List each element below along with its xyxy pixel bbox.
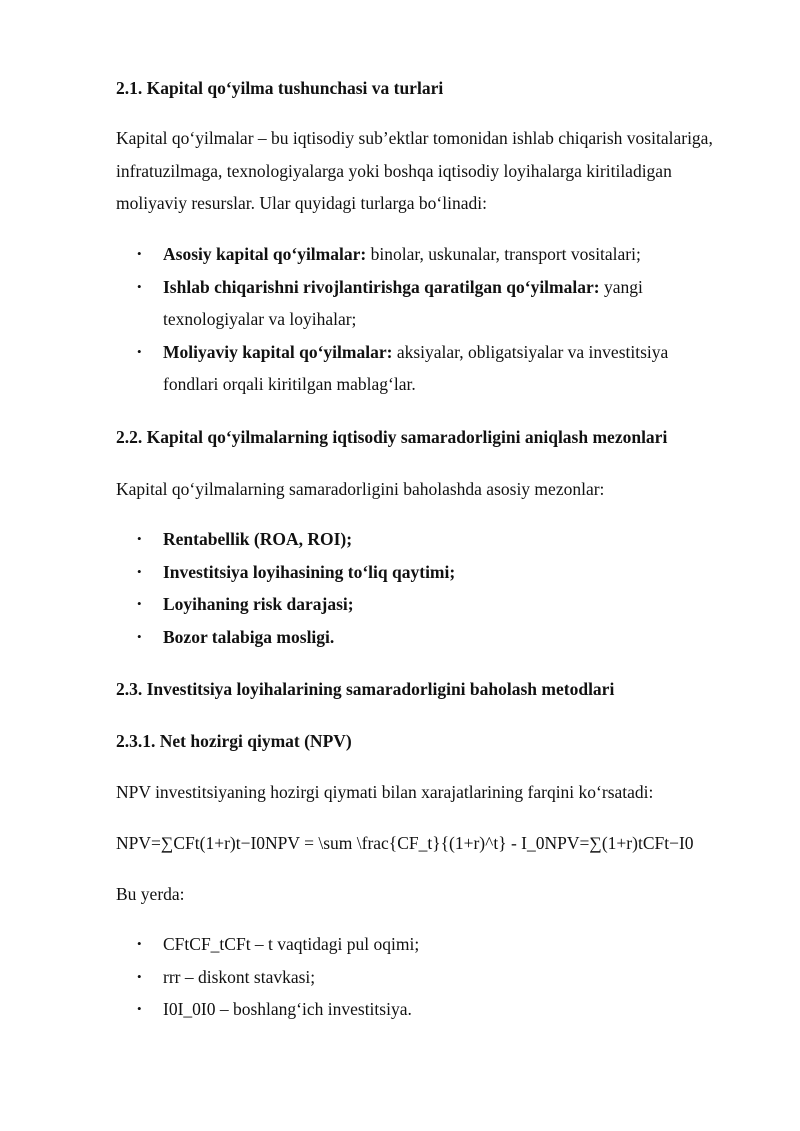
list-item [116,928,716,961]
list-item-text: binolar, uskunalar, transport vositalari; [366,244,641,264]
list-item-text: aksiyalar, obligatsiyalar va investitsiya fondlari orqali kiritilgan mablag‘lar. [163,341,669,394]
list-item [116,238,716,271]
list-item-text: CFtCF_tCFt – t vaqtidagi pul oqimi; [163,934,420,954]
list-item-term: Moliyaviy kapital qo‘yilmalar: [163,341,393,362]
list-item-text: rrr – diskont stavkasi; [163,966,316,987]
list-item-text: Loyihaning risk darajasi; [163,594,354,614]
list-item-text: Rentabellik (ROA, ROI); [163,529,353,549]
list-item [116,993,716,1026]
bullet-icon: • [137,1001,142,1016]
bullet-icon: • [137,968,142,984]
list-item [116,621,716,654]
list-item-text: I0I_0I0 – boshlang‘ich investitsiya. [163,999,412,1019]
list-item-term: Asosiy kapital qo‘yilmalar: [163,244,367,264]
list-item-term: Ishlab chiqarishni rivojlantirishga qaratilgan qo‘yilmalar: [163,276,600,297]
bullet-icon: • [137,628,142,644]
bullet-icon: • [137,563,142,579]
bullet-icon: • [137,246,142,261]
list-item [116,336,716,401]
section-2-1-intro: Kapital qo‘yilmalar – bu iqtisodiy sub’ektlar tomonidan ishlab chiqarish vositalariga, infratuzilmaga, texnologiyalarga yoki boshqa iqtisodiy loyihalarga kiritiladigan moliyaviy resurslar. Ular quyidagi turlarga bo‘linadi: [116,128,713,213]
bullet-icon: • [137,531,142,546]
list-item [116,271,716,336]
bullet-icon: • [137,343,142,359]
list-item [116,961,716,994]
section-2-3-1-heading: 2.3.1. Net hozirgi qiymat (NPV) [116,731,352,751]
formula-terms-list [116,928,716,1026]
list-item-text: Bozor talabiga mosligi. [163,626,335,647]
list-item [116,556,716,589]
npv-formula: NPV=∑CFt(1+r)t−I0NPV = \sum \frac{CF_t}{(1+r)^t} - I_0NPV=∑(1+r)tCFt−I0 [116,833,694,853]
section-2-2-intro: Kapital qo‘yilmalarning samaradorligini baholashda asosiy mezonlar: [116,479,605,499]
list-item-text: Investitsiya loyihasining to‘liq qaytimi; [163,561,456,582]
criteria-list [116,523,716,653]
list-item [116,523,716,556]
list-item-text: yangi texnologiyalar va loyihalar; [163,276,643,329]
section-2-1-heading: 2.1. Kapital qo‘yilma tushunchasi va turlari [116,78,444,98]
investment-types-list [116,238,716,401]
section-2-2-heading: 2.2. Kapital qo‘yilmalarning iqtisodiy samaradorligini aniqlash mezonlari [116,427,668,447]
bullet-icon: • [137,936,142,951]
where-label: Bu yerda: [116,884,185,904]
list-item [116,588,716,621]
bullet-icon: • [137,596,142,611]
bullet-icon: • [137,278,142,294]
section-2-3-heading: 2.3. Investitsiya loyihalarining samaradorligini baholash metodlari [116,679,615,699]
npv-intro: NPV investitsiyaning hozirgi qiymati bilan xarajatlarining farqini ko‘rsatadi: [116,782,654,802]
